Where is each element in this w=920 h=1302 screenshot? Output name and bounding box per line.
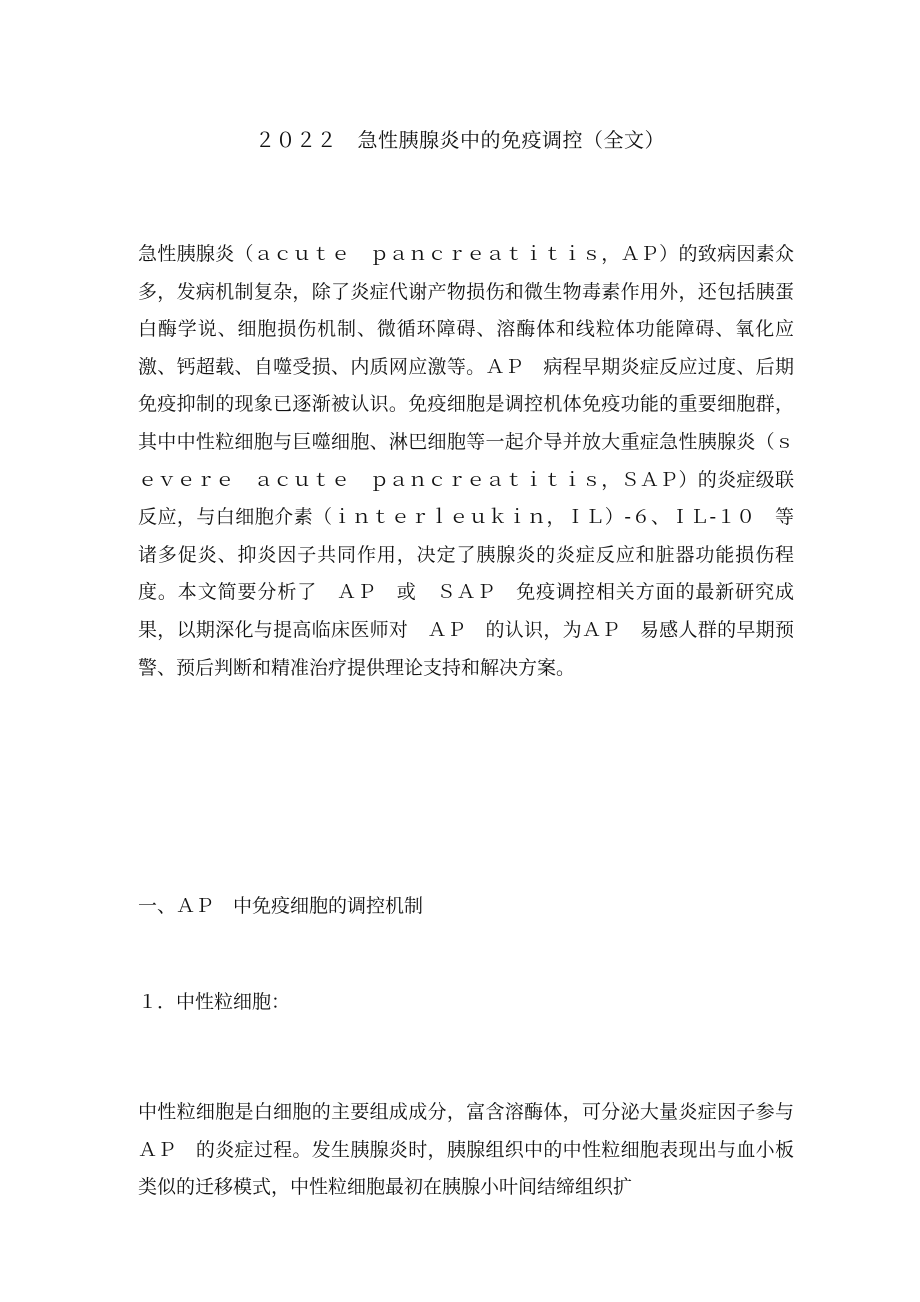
document-title: ２０２２ 急性胰腺炎中的免疫调控（全文）	[255, 128, 665, 152]
section-heading: 一、ＡＰ 中免疫细胞的调控机制	[138, 895, 424, 917]
subsection-heading: １．中性粒细胞：	[138, 991, 291, 1013]
intro-paragraph: 急性胰腺炎（ａｃｕｔｅ ｐａｎｃｒｅａｔｉｔｉｓ，ＡＰ）的致病因素众多，发病机制复杂，除了炎症代谢产物损伤和微生物毒素作用外，还包括胰蛋白酶学说、细胞损伤机制、微循环障碍、溶酶体和线粒体功能障碍、氧化应激、钙超载、自噬受损、内质网应激等。ＡＰ 病程早期炎症反应过度、后期免疫抑制的现象已逐渐被认识。免疫细胞是调控机体免疫功能的重要细胞群，其中中性粒细胞与巨噬细胞、淋巴细胞等一起介导并放大重症急性胰腺炎（ｓｅｖｅｒｅ ａｃｕｔｅ ｐａｎｃｒｅａｔｉｔｉｓ，ＳＡＰ）的炎症级联反应，与白细胞介素（ｉｎｔｅｒｌｅｕｋｉｎ，ＩＬ）-６、ＩＬ-１０ 等诸多促炎、抑炎因子共同作用，决定了胰腺炎的炎症反应和脏器功能损伤程度。本文简要分析了 ＡＰ 或 ＳＡＰ 免疫调控相关方面的最新研究成果，以期深化与提高临床医师对 ＡＰ 的认识，为ＡＰ 易感人群的早期预警、预后判断和精准治疗提供理论支持和解决方案。	[138, 243, 794, 679]
body-paragraph: 中性粒细胞是白细胞的主要组成成分，富含溶酶体，可分泌大量炎症因子参与 ＡＰ 的炎症过程。发生胰腺炎时，胰腺组织中的中性粒细胞表现出与血小板类似的迁移模式，中性粒细胞最初在胰腺小叶间结缔组织扩	[138, 1101, 814, 1199]
